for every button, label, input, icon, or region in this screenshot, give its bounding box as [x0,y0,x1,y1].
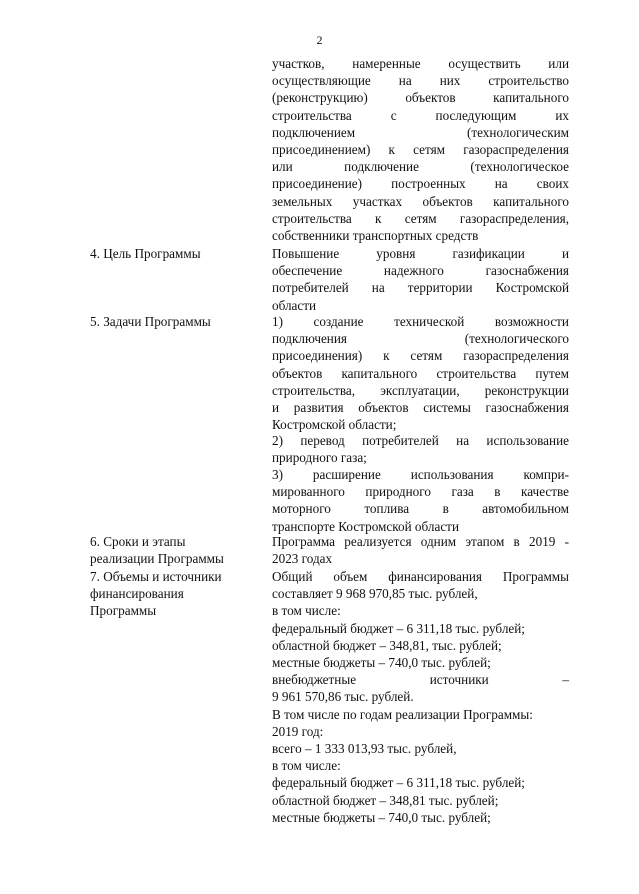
terms-label [90,533,265,567]
text-line: в том числе: [272,758,341,774]
text-line: областной бюджет – 348,81 тыс. рублей; [272,792,499,808]
task-item-3 [272,466,569,535]
goal-text [272,245,569,314]
text-line: строительства с последующим их [272,107,569,123]
text-line: присоединение) построенных на своих [272,176,569,192]
text-line: местные бюджеты – 740,0 тыс. рублей; [272,655,491,671]
text-line: области [272,297,317,313]
text-line: строительства, эксплуатации, реконструкции [272,382,569,398]
goal-label: 4. Цель Программы [90,246,201,261]
participants-continuation [272,55,569,244]
text-line: составляет 9 968 970,85 тыс. рублей, [272,586,478,602]
funding-label [90,568,265,620]
text-line: Костромской области; [272,417,397,433]
text-line: 2) перевод потребителей на использование [272,433,569,448]
text-line: природного газа; [272,450,367,466]
text-line: всего – 1 333 013,93 тыс. рублей, [272,741,457,757]
text-line: В том числе по годам реализации Программы: [272,706,533,722]
text-line: подключением (технологическим [272,124,569,140]
label-line: Программы [90,603,157,619]
text-line: моторного топлива в автомобильном [272,501,569,517]
text-line: участков, намеренные осуществить или [272,56,569,71]
text-line: подключения (технологического [272,331,569,347]
text-line: Общий объем финансирования Программы [272,569,569,584]
text-line: федеральный бюджет – 6 311,18 тыс. рублей; [272,620,525,636]
text-line: транспорте Костромской области [272,518,460,534]
text-line: земельных участках объектов капитального [272,193,569,209]
text-line: 9 961 570,86 тыс. рублей. [272,689,414,705]
text-line: обеспечение надежного газоснабжения [272,263,569,279]
text-line: в том числе: [272,603,341,619]
terms-text [272,533,569,567]
text-line: потребителей на территории Костромской [272,280,569,296]
text-line: 2023 годах [272,551,333,567]
text-line: областной бюджет – 348,81, тыс. рублей; [272,637,502,653]
funding-text [272,568,569,826]
label-line: финансирования [90,586,184,602]
label-line: 7. Объемы и источники [90,569,222,584]
text-line: 3) расширение использования компри- [272,467,569,482]
text-line: 1) создание технической возможности [272,314,569,329]
text-line: (реконструкцию) объектов капитального [272,90,569,106]
text-line: внебюджетные источники – [272,672,569,688]
tasks-label: 5. Задачи Программы [90,314,211,329]
text-line: местные бюджеты – 740,0 тыс. рублей; [272,809,491,825]
text-line: 2019 год: [272,723,324,739]
text-line: собственники транспортных средств [272,228,479,244]
text-line: федеральный бюджет – 6 311,18 тыс. рублей; [272,775,525,791]
text-line: осуществляющие на них строительство [272,73,569,89]
label-line: 6. Сроки и этапы [90,534,186,549]
text-line: или подключение (технологическое [272,159,569,175]
text-line: и развития объектов системы газоснабжения [272,400,569,416]
text-line: Программа реализуется одним этапом в 2019 - [272,534,569,549]
text-line: присоединения) к сетям газораспределения [272,348,569,364]
text-line: строительства к сетям газораспределения, [272,210,569,226]
page-number: 2 [316,33,323,47]
task-item-1 [272,313,569,433]
label-line: реализации Программы [90,551,224,567]
task-item-2 [272,432,569,466]
text-line: присоединением) к сетям газораспределения [272,142,569,158]
text-line: Повышение уровня газификации и [272,246,569,261]
text-line: объектов капитального строительства путем [272,365,569,381]
text-line: мированного природного газа в качестве [272,484,569,500]
